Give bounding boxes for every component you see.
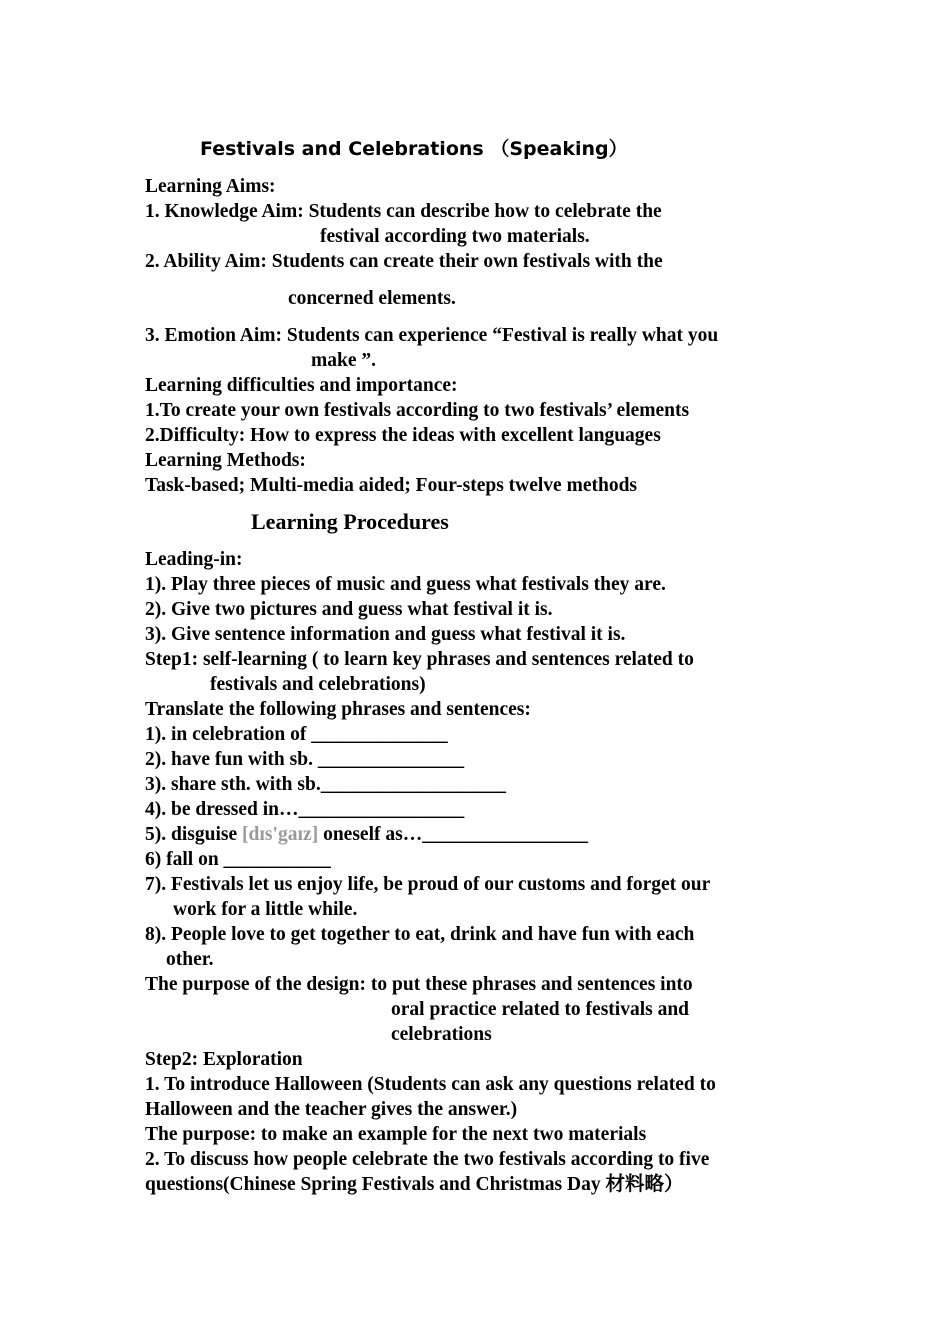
document-title: Festivals and Celebrations （Speaking） xyxy=(200,138,628,160)
difficulty-item-2: 2.Difficulty: How to express the ideas with excellent languages xyxy=(145,425,661,446)
knowledge-aim: 1. Knowledge Aim: Students can describe how to celebrate the xyxy=(145,201,662,222)
step2-heading: Step2: Exploration xyxy=(145,1049,303,1070)
sentence-item-7-cont: work for a little while. xyxy=(173,899,358,920)
step1-heading: Step1: self-learning ( to learn key phrases and sentences related to xyxy=(145,649,694,670)
difficulty-item-1: 1.To create your own festivals according to two festivals’ elements xyxy=(145,400,690,421)
step2-item-2: 2. To discuss how people celebrate the two festivals according to five xyxy=(145,1149,710,1170)
design-purpose: The purpose of the design: to put these phrases and sentences into xyxy=(145,974,693,995)
knowledge-aim-cont: festival according two materials. xyxy=(320,226,590,247)
emotion-aim-cont: make ”. xyxy=(311,350,376,371)
sentence-item-7: 7). Festivals let us enjoy life, be proud of our customs and forget our xyxy=(145,874,711,895)
phonetic-transcription: [dɪs'gaɪz] xyxy=(241,824,319,845)
translate-instruction: Translate the following phrases and sentences: xyxy=(145,699,531,720)
phrase-item-5-pre: 5). disguise xyxy=(145,824,242,845)
step2-item-2-cont: questions(Chinese Spring Festivals and Christmas Day 材料略） xyxy=(145,1174,684,1195)
phrase-item-1: 1). in celebration of ______________ xyxy=(145,724,448,745)
step2-item-1: 1. To introduce Halloween (Students can ask any questions related to xyxy=(145,1074,716,1095)
step2-purpose: The purpose: to make an example for the next two materials xyxy=(145,1124,647,1145)
ability-aim: 2. Ability Aim: Students can create their own festivals with the xyxy=(145,251,663,272)
phrase-item-6: 6) fall on ___________ xyxy=(145,849,331,870)
leading-in-heading: Leading-in: xyxy=(145,549,243,570)
design-purpose-cont-2: celebrations xyxy=(391,1024,492,1045)
sentence-item-8-cont: other. xyxy=(166,949,214,970)
step1-heading-cont: festivals and celebrations) xyxy=(210,674,426,695)
ability-aim-cont: concerned elements. xyxy=(288,288,456,309)
leading-in-item-1: 1). Play three pieces of music and guess what festivals they are. xyxy=(145,574,666,595)
phrase-item-3: 3). share sth. with sb.___________________ xyxy=(145,774,506,795)
leading-in-item-3: 3). Give sentence information and guess what festival it is. xyxy=(145,624,626,645)
phrase-item-5-post: oneself as…_________________ xyxy=(318,824,588,845)
emotion-aim: 3. Emotion Aim: Students can experience “Festival is really what you xyxy=(145,325,719,346)
leading-in-item-2: 2). Give two pictures and guess what festival it is. xyxy=(145,599,553,620)
design-purpose-cont-1: oral practice related to festivals and xyxy=(391,999,690,1020)
phrase-item-2: 2). have fun with sb. _______________ xyxy=(145,749,465,770)
methods-heading: Learning Methods: xyxy=(145,450,306,471)
difficulties-heading: Learning difficulties and importance: xyxy=(145,375,458,396)
procedures-heading: Learning Procedures xyxy=(251,509,449,534)
aims-heading: Learning Aims: xyxy=(145,176,276,197)
step2-item-1-cont: Halloween and the teacher gives the answer.) xyxy=(145,1099,518,1120)
phrase-item-4: 4). be dressed in…_________________ xyxy=(145,799,465,820)
phrase-item-5 xyxy=(145,822,588,847)
methods-text: Task-based; Multi-media aided; Four-steps twelve methods xyxy=(145,475,638,496)
sentence-item-8: 8). People love to get together to eat, drink and have fun with each xyxy=(145,924,695,945)
